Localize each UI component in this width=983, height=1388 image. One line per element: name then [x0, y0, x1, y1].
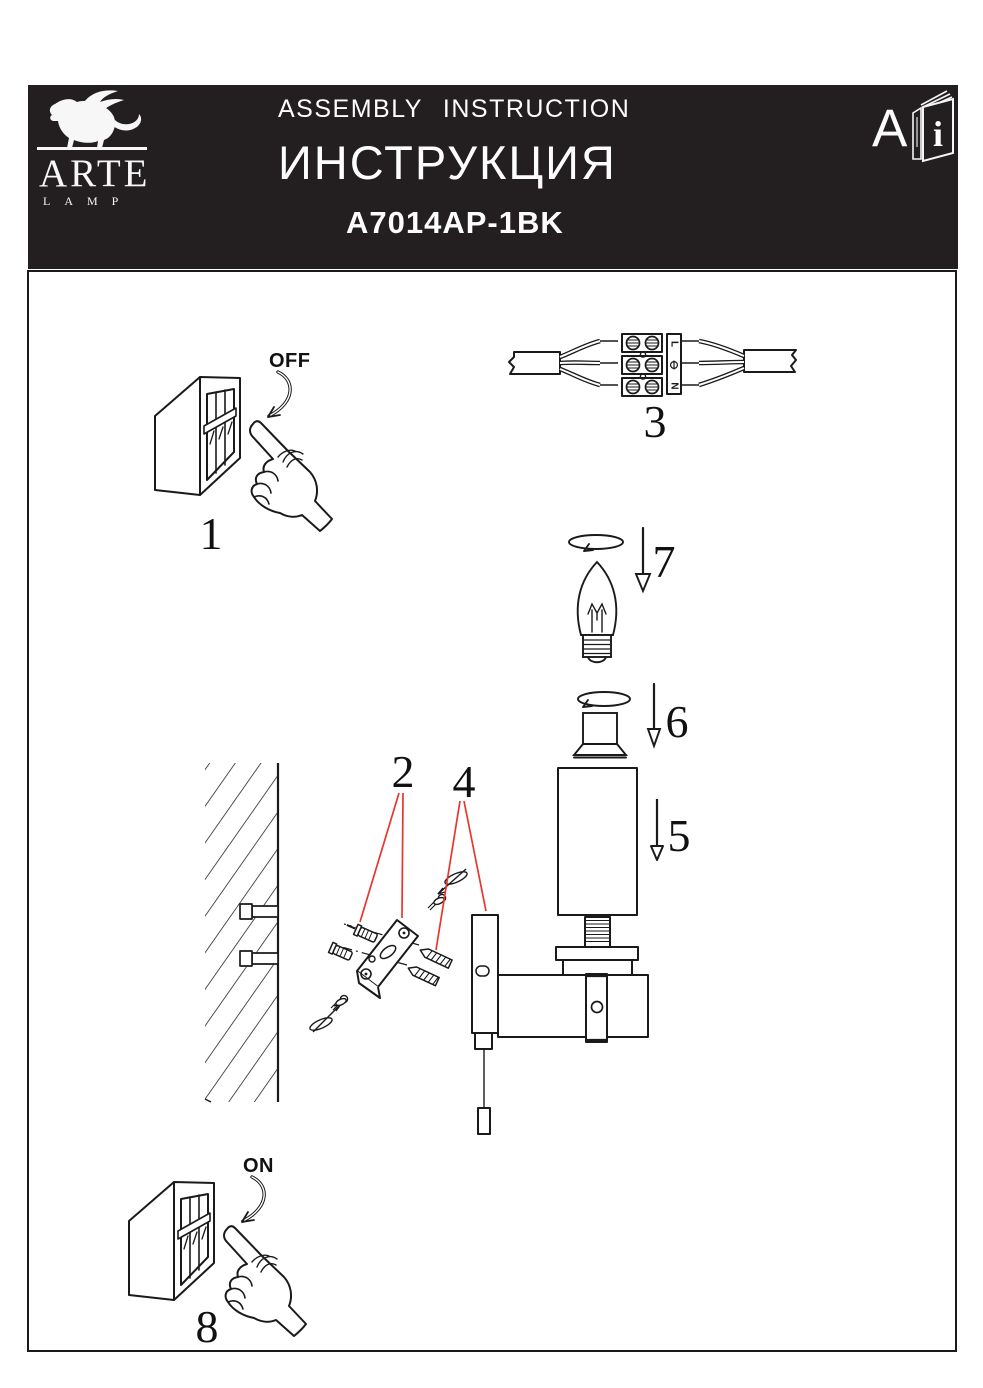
step-number-2: 2 [391, 746, 415, 797]
model-number: A7014AP-1BK [346, 205, 564, 240]
callout-lines [360, 793, 486, 950]
wall-plug-bottom [240, 951, 278, 966]
shade [558, 768, 637, 915]
plug-screw-pair-top [344, 920, 378, 943]
bulb-drawing [569, 528, 650, 662]
mounting-screw-bottom [406, 964, 439, 986]
off-label: OFF [269, 350, 311, 372]
step-number-7: 7 [652, 536, 676, 587]
pull-cord-handle [478, 1108, 490, 1134]
brand-tagline: LAMP [43, 194, 133, 208]
wall-backplate [472, 915, 498, 1033]
title-russian: ИНСТРУКЦИЯ [278, 136, 617, 189]
brand-name: ARTE [39, 152, 151, 195]
wall-plug-top [240, 904, 278, 919]
step-number-4: 4 [452, 756, 476, 807]
terminal-label-live: L [668, 340, 680, 348]
fixing-screw-bottom [308, 995, 347, 1032]
info-letter: i [932, 114, 944, 154]
step-number-8: 8 [195, 1301, 219, 1352]
socket-ring-drawing [574, 684, 660, 758]
on-label: ON [243, 1155, 274, 1177]
wall-hatching [205, 763, 278, 1102]
lamp-arm [498, 975, 648, 1037]
step-number-6: 6 [665, 696, 689, 747]
step-number-5: 5 [667, 810, 691, 861]
wire-connection-drawing [509, 334, 796, 396]
lamp-body-drawing [472, 768, 663, 1134]
wall-mounting-drawing [205, 763, 469, 1102]
switch-off-drawing [155, 372, 332, 531]
step-number-3: 3 [643, 396, 667, 447]
terminal-label-neutral: N [668, 382, 680, 390]
plug-screw-pair-bottom [329, 942, 354, 961]
title-english: ASSEMBLY INSTRUCTION [278, 95, 631, 123]
corner-letter: A [872, 99, 908, 158]
step-number-1: 1 [199, 508, 223, 559]
